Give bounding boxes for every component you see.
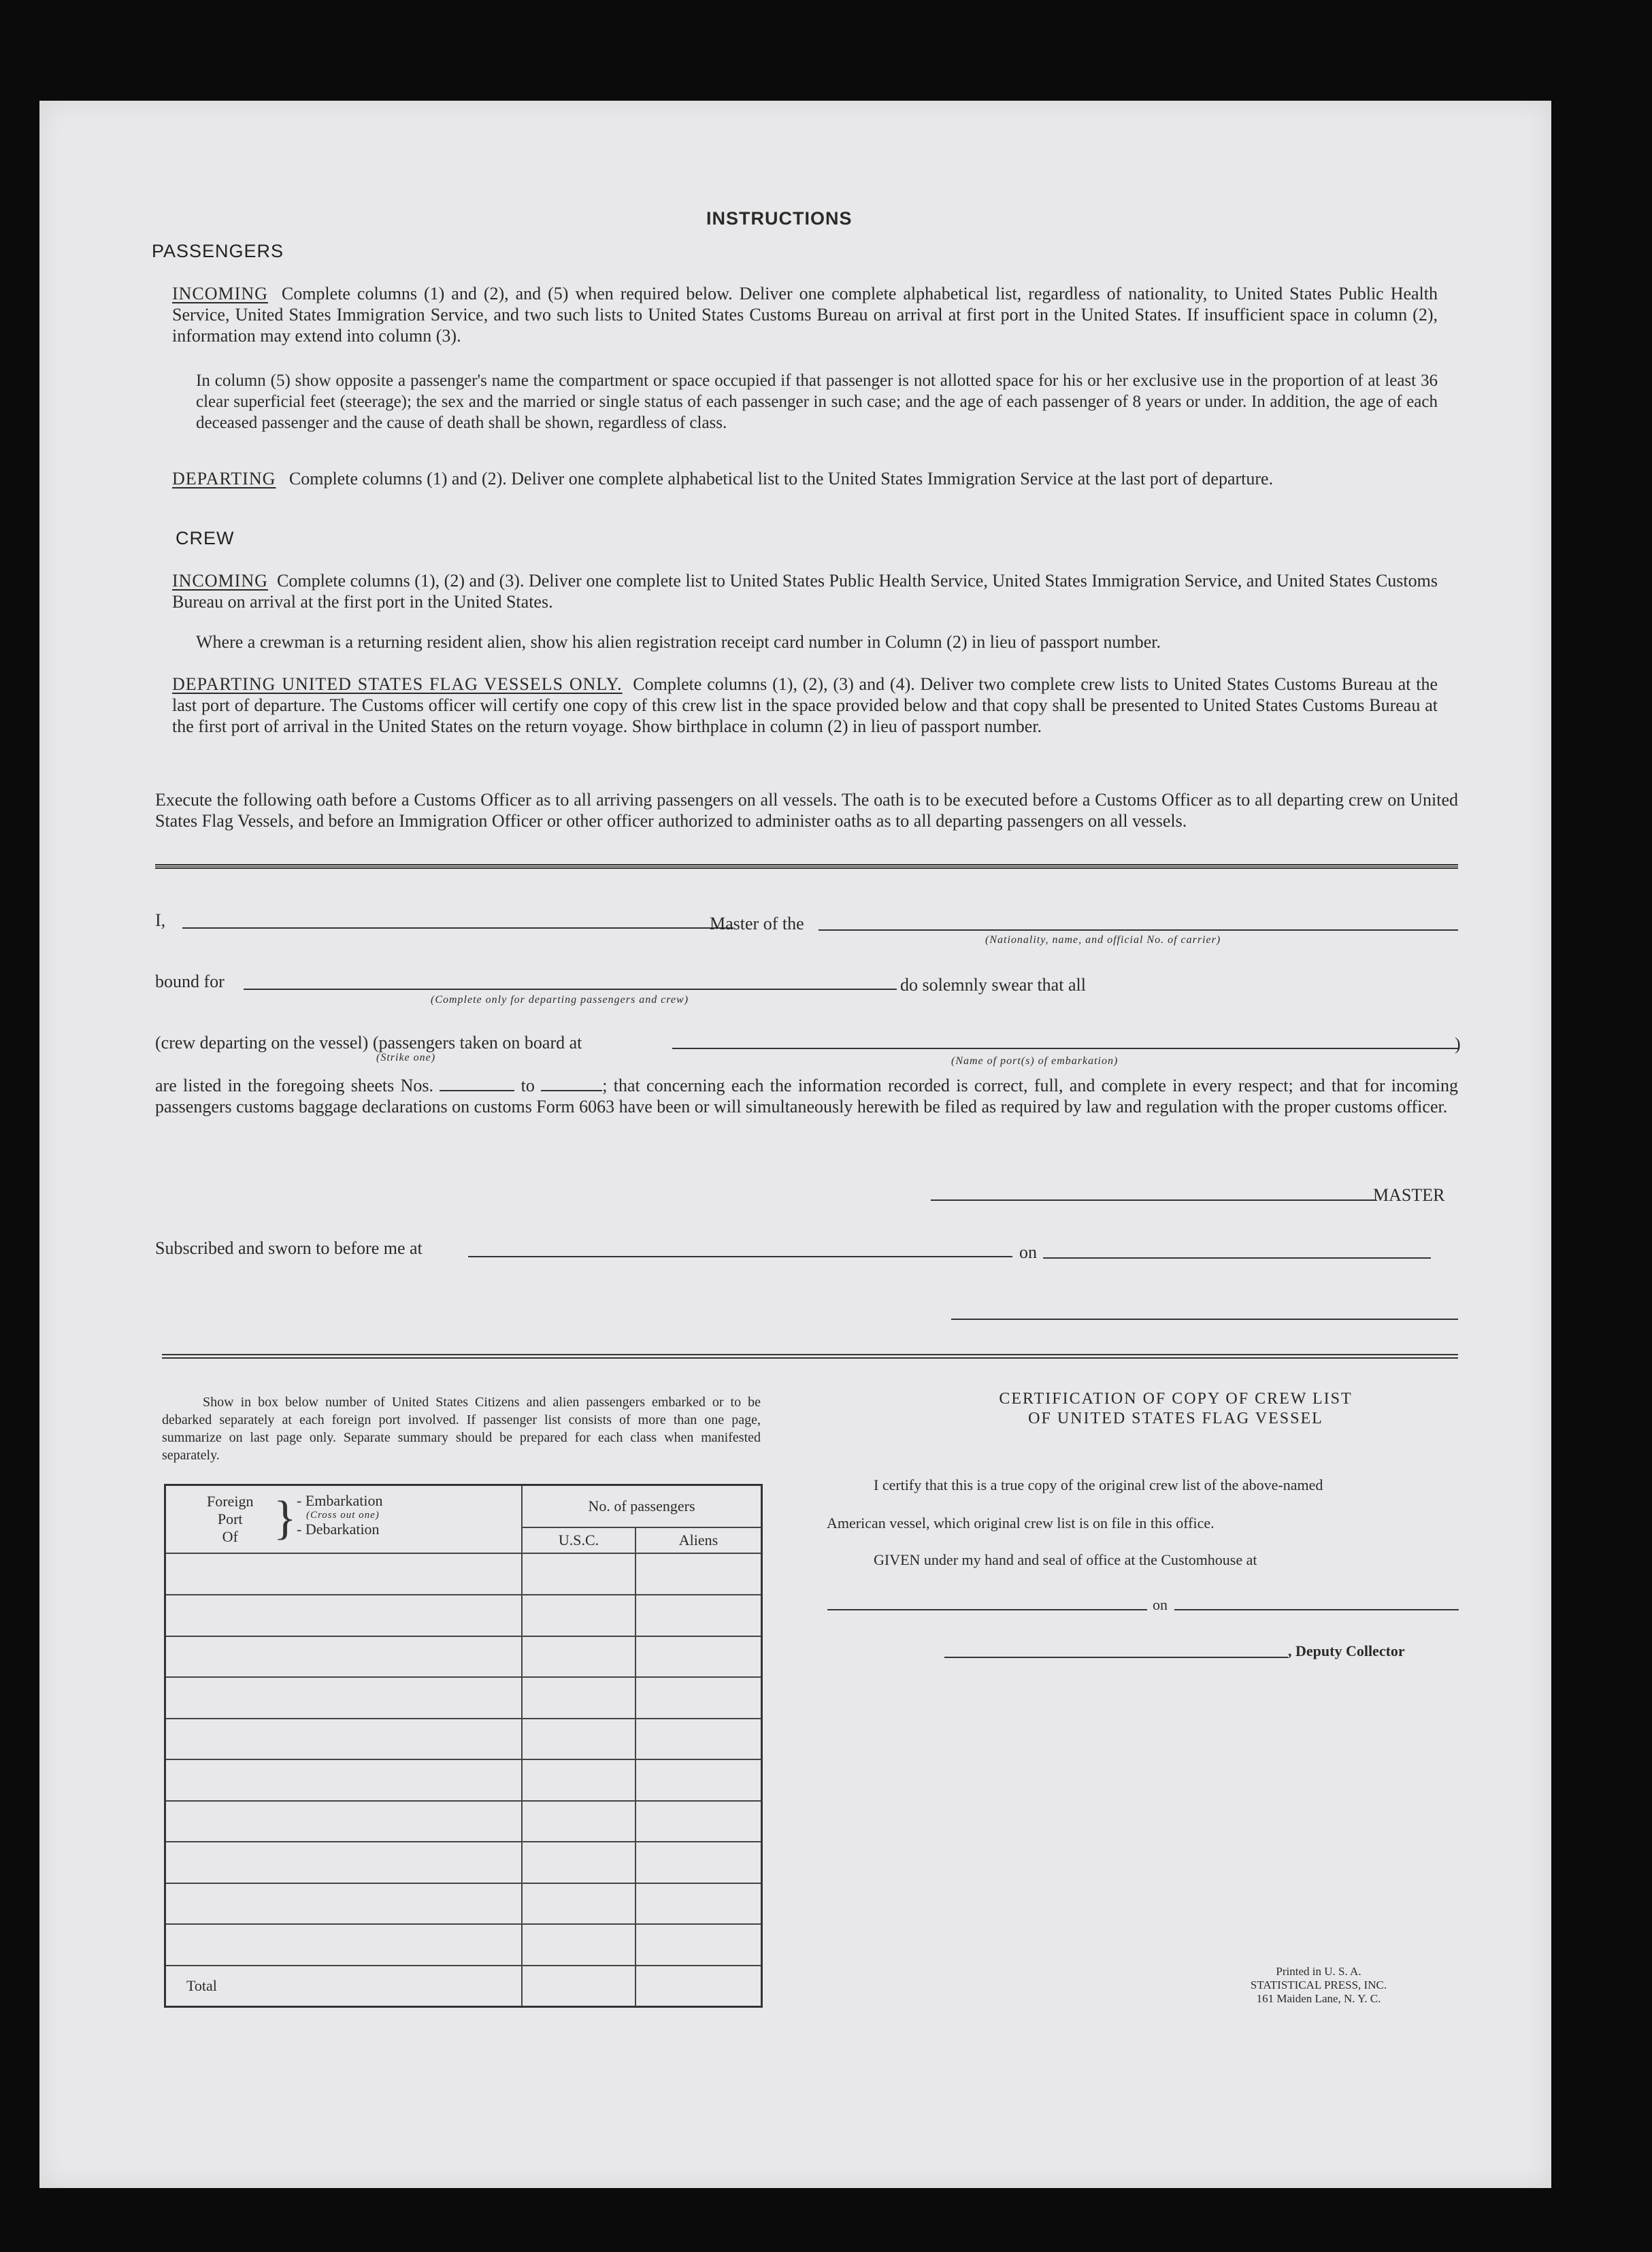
brace-icon: } [274,1492,297,1544]
passengers-incoming-paragraph [172,283,1438,346]
debarkation-label: - Debarkation [297,1521,380,1538]
crew-alien-paragraph: Where a crewman is a returning resident alien, show his alien registration receipt card number in Column (2) in lieu of passport number. [196,632,1161,652]
port-cell[interactable] [165,1759,523,1801]
listed-prefix: are listed in the foregoing sheets Nos. [155,1076,433,1095]
subscribed-label: Subscribed and sworn to before me at [155,1238,423,1258]
usc-cell[interactable] [522,1595,635,1636]
sheet-from-field[interactable] [440,1090,514,1091]
crew-incoming-text: Complete columns (1), (2) and (3). Deliver one complete list to United States Public Health Service, United States Immigration Service, and United States Customs Bureau on arrival at the first port in the United States. [172,571,1438,612]
listed-rest: ; that concerning each the information recorded is correct, full, and complete in every respect; and that for incoming passengers customs baggage declarations on customs Form 6063 have been or will simultaneously herewith be filed as required by law and regulation with the proper customs officer. [155,1076,1459,1116]
oath-i-label: I, [155,910,166,930]
bound-for-caption: (Complete only for departing passengers and crew) [431,994,689,1006]
close-paren: ) [1455,1034,1461,1054]
customhouse-field[interactable] [827,1609,1147,1610]
carrier-caption: (Nationality, name, and official No. of carrier) [985,934,1221,946]
crew-departing-label: DEPARTING UNITED STATES FLAG VESSELS ONLY. [172,674,623,694]
passengers-departing-label: DEPARTING [172,469,276,489]
port-cell[interactable] [165,1924,523,1966]
table-row [165,1595,762,1636]
page-title: INSTRUCTIONS [706,208,853,229]
port-header-label [207,1493,253,1546]
aliens-cell[interactable] [635,1883,762,1925]
aliens-cell[interactable] [635,1677,762,1719]
table-row [165,1636,762,1678]
passengers-incoming-text: Complete columns (1) and (2), and (5) when required below. Deliver one complete alphabetical list, regardless of nationality, to United States Public Health Service, United States Immigration Service, and two such lists to United States Customs Bureau on arrival at first port in the United States. If insufficient space in column (2), information may extend into column (3). [172,284,1438,346]
crew-heading: CREW [176,528,235,548]
usc-cell[interactable] [522,1759,635,1801]
deputy-collector-label: , Deputy Collector [1288,1642,1405,1659]
port-cell[interactable] [165,1842,523,1883]
aliens-cell[interactable] [635,1801,762,1842]
subscribed-date-field[interactable] [1043,1257,1431,1259]
strike-one-caption: (Strike one) [376,1052,436,1063]
given-line: GIVEN under my hand and seal of office at the Customhouse at [874,1551,1257,1568]
summary-rows [165,1553,762,1966]
to-label: to [521,1076,535,1095]
listed-paragraph [155,1075,1458,1117]
usc-cell[interactable] [522,1553,635,1595]
printer-imprint [1210,1965,1427,2006]
crew-incoming-label: INCOMING [172,571,268,591]
port-label: Port [217,1510,243,1527]
usc-cell[interactable] [522,1636,635,1678]
of-label: Of [222,1528,238,1545]
certification-heading-1: CERTIFICATION OF COPY OF CREW LIST [999,1390,1353,1408]
master-label: MASTER [1373,1185,1445,1205]
table-row [165,1553,762,1595]
printer-line-2: STATISTICAL PRESS, INC. [1250,1978,1387,1991]
table-row [165,1883,762,1925]
passengers-incoming-label: INCOMING [172,284,268,303]
total-usc-cell[interactable] [522,1966,635,2007]
port-cell[interactable] [165,1801,523,1842]
oath-intro: Execute the following oath before a Customs Officer as to all arriving passengers on all vessels. The oath is to be executed before a Customs Officer as to all departing crew on United States Flag Vessels, and before an Immigration Officer or other officer authorized to administer oaths as to all departing passengers on all vessels. [155,790,1458,831]
foreign-label: Foreign [207,1493,254,1510]
passengers-heading: PASSENGERS [152,241,284,261]
aliens-cell[interactable] [635,1719,762,1760]
aliens-cell[interactable] [635,1759,762,1801]
aliens-header: Aliens [635,1527,762,1553]
port-cell[interactable] [165,1677,523,1719]
crew-departing-paragraph [172,674,1438,737]
master-signature-field[interactable] [931,1199,1376,1201]
bound-for-label: bound for [155,972,225,991]
swear-text: do solemnly swear that all [900,975,1086,995]
usc-cell[interactable] [522,1677,635,1719]
aliens-cell[interactable] [635,1842,762,1883]
port-cell[interactable] [165,1883,523,1925]
table-row [165,1801,762,1842]
subscribed-on-label: on [1019,1242,1037,1262]
double-divider [155,864,1458,869]
aliens-cell[interactable] [635,1924,762,1966]
port-header-cell [165,1485,523,1554]
usc-cell[interactable] [522,1883,635,1925]
passenger-summary-table [164,1484,763,2008]
table-row [165,1759,762,1801]
embarkation-port-field[interactable] [672,1048,1458,1049]
ports-caption: (Name of port(s) of embarkation) [951,1055,1119,1067]
printer-line-1: Printed in U. S. A. [1276,1965,1361,1978]
table-row [165,1677,762,1719]
table-row [165,1924,762,1966]
usc-cell[interactable] [522,1924,635,1966]
cross-out-label: (Cross out one) [306,1510,380,1521]
embark-debark-label [297,1493,382,1538]
crew-departing-text: (crew departing on the vessel) (passengers taken on board at [155,1033,582,1053]
port-cell[interactable] [165,1595,523,1636]
port-cell[interactable] [165,1553,523,1595]
certification-heading-2: OF UNITED STATES FLAG VESSEL [1028,1410,1323,1427]
table-row [165,1842,762,1883]
total-aliens-cell[interactable] [635,1966,762,2007]
passengers-departing-paragraph [172,468,1438,489]
cert-date-field[interactable] [1174,1609,1459,1610]
usc-cell[interactable] [522,1719,635,1760]
usc-cell[interactable] [522,1842,635,1883]
form-sheet [39,101,1551,2188]
certify-line-2: American vessel, which original crew list is on file in this office. [827,1514,1215,1531]
double-divider-2 [162,1354,1458,1359]
passengers-departing-text: Complete columns (1) and (2). Deliver one complete alphabetical list to the United States Immigration Service at the last port of departure. [288,469,1274,489]
printer-line-3: 161 Maiden Lane, N. Y. C. [1256,1992,1381,2005]
sheet-to-field[interactable] [541,1090,602,1091]
port-cell[interactable] [165,1719,523,1760]
table-row [165,1719,762,1760]
summary-intro: Show in box below number of United States Citizens and alien passengers embarked or to be debarked separately at each foreign port involved. If passenger list consists of more than one page, summarize on last page only. Separate summary should be prepared for each class when manifested separately. [162,1395,761,1463]
subscribed-place-field[interactable] [468,1256,1012,1257]
embarkation-label: - Embarkation [297,1492,383,1509]
crew-incoming-paragraph [172,570,1438,612]
bound-for-field[interactable] [244,989,897,990]
carrier-field[interactable] [819,929,1458,931]
aliens-cell[interactable] [635,1595,762,1636]
total-label: Total [165,1966,523,2007]
crew-departing-text: Complete columns (1), (2), (3) and (4). Deliver two complete crew lists to United States Customs Bureau at the last port of departure. The Customs officer will certify one copy of this crew list in the space provided below and that copy shall be presented to United States Customs Bureau at the first port of arrival in the United States on the return voyage. Show birthplace in column (2) in lieu of passport number. [172,674,1438,736]
no-of-passengers-header: No. of passengers [522,1485,762,1528]
master-of-the-label: Master of the [710,914,804,933]
passengers-column5-paragraph: In column (5) show opposite a passenger's name the compartment or space occupied if that passenger is not allotted space for his or her exclusive use in the proportion of at least 36 clear superficial feet (steerage); the sex and the married or single status of each passenger in such case; and the age of each passenger of 8 years or under. In addition, the age of each deceased passenger and the cause of death shall be shown, regardless of class. [196,371,1438,432]
deputy-signature-field[interactable] [944,1657,1288,1658]
officer-signature-field[interactable] [951,1319,1458,1320]
master-name-field[interactable] [182,927,733,929]
usc-header: U.S.C. [522,1527,635,1553]
aliens-cell[interactable] [635,1553,762,1595]
cert-on-label: on [1153,1596,1168,1613]
certify-line-1: I certify that this is a true copy of the original crew list of the above-named [874,1476,1323,1493]
port-cell[interactable] [165,1636,523,1678]
aliens-cell[interactable] [635,1636,762,1678]
usc-cell[interactable] [522,1801,635,1842]
